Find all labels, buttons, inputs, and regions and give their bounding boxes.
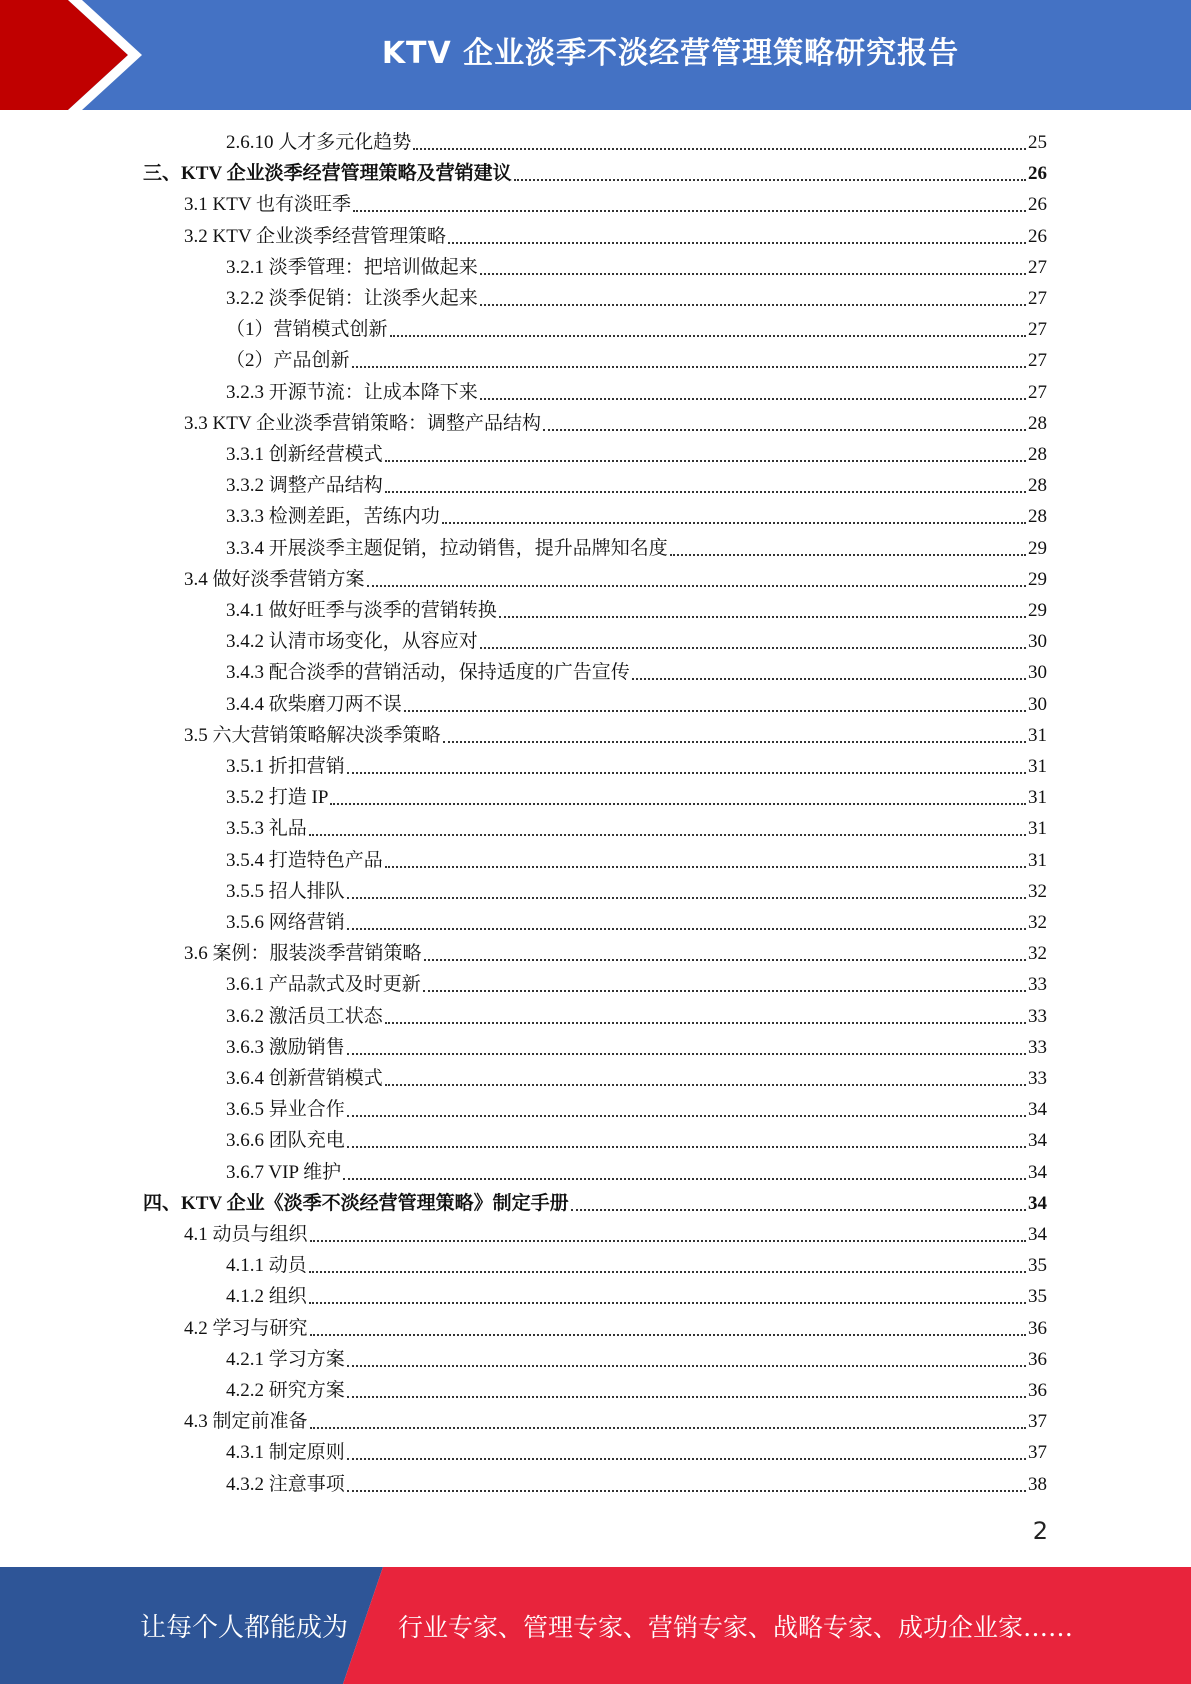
toc-dot-leader: [385, 866, 1026, 868]
report-title: KTV 企业淡季不淡经营管理策略研究报告: [381, 36, 960, 71]
toc-entry-page: 27: [1028, 319, 1047, 341]
toc-entry-label: 3.6.5 异业合作: [226, 1099, 345, 1121]
toc-entry-page: 34: [1028, 1130, 1047, 1152]
toc-entry[interactable]: [184, 1406, 1047, 1437]
toc-entry-label: 3.2.1 淡季管理：把培训做起来: [226, 256, 478, 278]
toc-entry-label: 3.6 案例：服装淡季营销策略: [184, 943, 422, 965]
toc-entry[interactable]: [226, 439, 1047, 470]
page-number: 2: [1032, 1517, 1048, 1545]
toc-entry-label: 3.4.4 砍柴磨刀两不误: [226, 693, 402, 715]
toc-entry-label: 3.5.2 打造 IP: [226, 787, 329, 809]
toc-entry-label: 3.3.1 创新经营模式: [226, 444, 383, 465]
toc-entry-page: 30: [1028, 662, 1047, 684]
toc-entry-label: 3.5.4 打造特色产品: [226, 849, 383, 871]
header-band: [0, 0, 1191, 110]
toc-entry-page: 37: [1028, 1411, 1047, 1433]
toc-entry-page: 31: [1028, 818, 1047, 840]
toc-dot-leader: [347, 897, 1026, 899]
toc-entry-page: 37: [1028, 1442, 1047, 1464]
toc-dot-leader: [385, 491, 1026, 493]
toc-entry-label: 3.5 六大营销策略解决淡季策略: [184, 724, 441, 746]
toc-entry-page: 35: [1028, 1255, 1047, 1277]
toc-entry-page: 32: [1028, 943, 1047, 965]
toc-entry-page: 36: [1028, 1380, 1047, 1401]
toc-entry-page: 34: [1028, 1192, 1047, 1214]
toc-entry-label: 3.3.4 开展淡季主题促销，拉动销售，提升品牌知名度: [226, 537, 668, 559]
toc-entry[interactable]: [226, 252, 1047, 283]
toc-entry-page: 31: [1028, 787, 1047, 809]
toc-entry[interactable]: [226, 1001, 1047, 1032]
toc-entry-label: 3.3 KTV 企业淡季营销策略：调整产品结构: [184, 412, 541, 434]
toc-entry-label: 3.4.2 认清市场变化，从容应对: [226, 631, 478, 653]
toc-dot-leader: [347, 772, 1026, 774]
toc-dot-leader: [632, 678, 1026, 680]
toc-dot-leader: [443, 741, 1026, 743]
toc-dot-leader: [347, 1458, 1026, 1460]
toc-entry-page: 29: [1028, 568, 1047, 590]
toc-entry-label: 3.6.3 激励销售: [226, 1036, 345, 1058]
toc-dot-leader: [347, 1146, 1026, 1148]
toc-entry-label: 3.3.2 调整产品结构: [226, 475, 383, 497]
header-arrow-decoration: [0, 0, 150, 110]
toc-dot-leader: [385, 1084, 1026, 1086]
toc-entry[interactable]: [226, 1437, 1047, 1468]
toc-entry-page: 32: [1028, 912, 1047, 933]
toc-entry-page: 28: [1028, 412, 1047, 434]
toc-entry-page: 31: [1028, 849, 1047, 871]
toc-entry-label: 4.2.2 研究方案: [226, 1380, 345, 1401]
toc-entry[interactable]: [184, 189, 1047, 220]
toc-entry-page: 26: [1028, 225, 1047, 247]
toc-dot-leader: [424, 959, 1026, 961]
toc-entry-label: 3.6.7 VIP 维护: [226, 1161, 342, 1183]
toc-dot-leader: [347, 1115, 1026, 1117]
toc-entry-label: 三、KTV 企业淡季经营管理策略及营销建议: [143, 163, 512, 185]
toc-entry-label: 四、KTV 企业《淡季不淡经营管理策略》制定手册: [143, 1192, 569, 1214]
toc-entry-label: 4.2 学习与研究: [184, 1317, 308, 1339]
toc-entry[interactable]: [226, 689, 1047, 720]
toc-entry-page: 26: [1028, 163, 1047, 185]
toc-entry-page: 33: [1028, 1005, 1047, 1027]
toc-entry-label: 3.1 KTV 也有淡旺季: [184, 194, 351, 216]
toc-entry-page: 36: [1028, 1348, 1047, 1370]
toc-entry-page: 26: [1028, 194, 1047, 216]
toc-entry-page: 29: [1028, 537, 1047, 559]
toc-dot-leader: [347, 1490, 1026, 1492]
toc-dot-leader: [480, 273, 1026, 275]
toc-entry-label: 3.2.3 开源节流：让成本降下来: [226, 381, 478, 403]
toc-entry-page: 27: [1028, 350, 1047, 372]
toc-entry[interactable]: [226, 782, 1047, 813]
toc-entry-page: 34: [1028, 1099, 1047, 1121]
toc-entry-label: （1）营销模式创新: [226, 319, 388, 341]
toc-entry-page: 34: [1028, 1224, 1047, 1245]
toc-entry[interactable]: [226, 1375, 1047, 1406]
toc-dot-leader: [385, 1022, 1026, 1024]
toc-entry[interactable]: [184, 1313, 1047, 1344]
toc-entry-page: 33: [1028, 1068, 1047, 1089]
toc-entry-label: 3.5.6 网络营销: [226, 912, 345, 933]
toc-dot-leader: [448, 242, 1026, 244]
toc-entry-page: 32: [1028, 880, 1047, 902]
toc-entry[interactable]: [226, 1032, 1047, 1063]
toc-dot-leader: [310, 1427, 1026, 1429]
toc-entry[interactable]: [226, 127, 1047, 158]
toc-entry[interactable]: [226, 1344, 1047, 1375]
toc-entry-label: 3.6.2 激活员工状态: [226, 1005, 383, 1027]
toc-entry[interactable]: [226, 595, 1047, 626]
toc-entry-page: 34: [1028, 1161, 1047, 1183]
toc-dot-leader: [514, 179, 1026, 181]
toc-entry[interactable]: [226, 283, 1047, 314]
toc-entry-label: 4.1 动员与组织: [184, 1224, 308, 1245]
toc-entry[interactable]: [226, 1094, 1047, 1125]
toc-entry[interactable]: [184, 408, 1047, 439]
toc-entry[interactable]: [226, 345, 1047, 376]
toc-dot-leader: [347, 1365, 1026, 1367]
toc-entry-label: 4.3.2 注意事项: [226, 1473, 345, 1495]
toc-entry[interactable]: [226, 1469, 1047, 1500]
toc-dot-leader: [310, 1240, 1026, 1242]
toc-entry-page: 30: [1028, 693, 1047, 715]
toc-entry[interactable]: [226, 813, 1047, 844]
toc-dot-leader: [343, 1178, 1026, 1180]
toc-entry-page: 36: [1028, 1317, 1047, 1339]
toc-entry-page: 27: [1028, 381, 1047, 403]
toc-entry[interactable]: [226, 1157, 1047, 1188]
toc-entry-label: 3.6.1 产品款式及时更新: [226, 974, 421, 996]
toc-dot-leader: [480, 647, 1026, 649]
toc-entry[interactable]: [184, 564, 1047, 595]
toc-dot-leader: [347, 1053, 1026, 1055]
toc-entry-page: 27: [1028, 256, 1047, 278]
toc-entry-page: 27: [1028, 288, 1047, 309]
toc-entry[interactable]: [226, 533, 1047, 564]
toc-dot-leader: [499, 616, 1026, 618]
toc-entry[interactable]: [226, 626, 1047, 657]
toc-dot-leader: [310, 1334, 1026, 1336]
toc-dot-leader: [442, 522, 1026, 524]
toc-entry[interactable]: [226, 501, 1047, 532]
toc-dot-leader: [423, 990, 1026, 992]
toc-entry-label: 3.4 做好淡季营销方案: [184, 568, 365, 590]
toc-entry-label: 4.2.1 学习方案: [226, 1348, 345, 1370]
toc-entry-label: 4.1.2 组织: [226, 1286, 307, 1308]
toc-dot-leader: [385, 460, 1026, 462]
toc-entry[interactable]: [226, 1063, 1047, 1094]
toc-entry-page: 31: [1028, 756, 1047, 777]
toc-entry-label: （2）产品创新: [226, 350, 350, 372]
toc-entry[interactable]: [226, 969, 1047, 1000]
toc-dot-leader: [543, 429, 1026, 431]
toc-entry[interactable]: [184, 938, 1047, 969]
toc-dot-leader: [390, 335, 1026, 337]
toc-entry[interactable]: [184, 1219, 1047, 1250]
toc-entry-page: 33: [1028, 974, 1047, 996]
toc-entry-page: 38: [1028, 1473, 1047, 1495]
toc-dot-leader: [413, 148, 1026, 150]
footer-slogan-left: 让每个人都能成为: [140, 1613, 349, 1643]
toc-entry[interactable]: [184, 221, 1047, 252]
toc-entry[interactable]: [226, 1281, 1047, 1312]
toc-dot-leader: [309, 1302, 1026, 1304]
toc-dot-leader: [309, 1271, 1026, 1273]
toc-entry[interactable]: [226, 751, 1047, 782]
toc-entry-label: 2.6.10 人才多元化趋势: [226, 132, 412, 153]
toc-entry-page: 35: [1028, 1286, 1047, 1308]
toc-entry-page: 31: [1028, 724, 1047, 746]
toc-entry-page: 30: [1028, 631, 1047, 653]
toc-entry-label: 3.3.3 检测差距，苦练内功: [226, 506, 440, 528]
toc-entry[interactable]: [184, 720, 1047, 751]
toc-entry-page: 33: [1028, 1036, 1047, 1058]
toc-entry[interactable]: [226, 1250, 1047, 1281]
toc-entry[interactable]: [143, 1188, 1047, 1219]
toc-dot-leader: [404, 710, 1026, 712]
toc-entry-label: 4.3 制定前准备: [184, 1411, 308, 1433]
toc-dot-leader: [309, 834, 1026, 836]
toc-dot-leader: [670, 554, 1026, 556]
toc-entry-label: 4.1.1 动员: [226, 1255, 307, 1277]
toc-dot-leader: [367, 585, 1026, 587]
toc-dot-leader: [480, 304, 1026, 306]
toc-entry[interactable]: [226, 470, 1047, 501]
toc-dot-leader: [353, 210, 1026, 212]
toc-entry-label: 3.6.4 创新营销模式: [226, 1068, 383, 1089]
toc-dot-leader: [571, 1209, 1026, 1211]
toc-entry-label: 3.5.3 礼品: [226, 818, 307, 840]
toc-entry-label: 3.4.1 做好旺季与淡季的营销转换: [226, 600, 497, 621]
toc-entry-label: 3.2.2 淡季促销：让淡季火起来: [226, 288, 478, 309]
toc-entry[interactable]: [226, 907, 1047, 938]
toc-entry[interactable]: [226, 1125, 1047, 1156]
toc-entry-label: 4.3.1 制定原则: [226, 1442, 345, 1464]
toc-entry-page: 25: [1028, 132, 1047, 153]
toc-entry[interactable]: [226, 845, 1047, 876]
toc-dot-leader: [352, 366, 1026, 368]
toc-entry-label: 3.5.1 折扣营销: [226, 756, 345, 777]
toc-entry-page: 28: [1028, 475, 1047, 497]
toc-entry[interactable]: [226, 314, 1047, 345]
toc-dot-leader: [330, 803, 1026, 805]
toc-entry-page: 28: [1028, 444, 1047, 465]
toc-dot-leader: [347, 928, 1026, 930]
toc-entry[interactable]: [226, 876, 1047, 907]
footer-slogan-right: 行业专家、管理专家、营销专家、战略专家、成功企业家……: [398, 1612, 1074, 1642]
toc-dot-leader: [480, 398, 1026, 400]
toc-entry-page: 28: [1028, 506, 1047, 528]
toc-entry-label: 3.2 KTV 企业淡季经营管理策略: [184, 225, 446, 247]
toc-dot-leader: [347, 1396, 1026, 1398]
toc-entry[interactable]: [143, 158, 1047, 189]
toc-entry-label: 3.4.3 配合淡季的营销活动，保持适度的广告宣传: [226, 662, 630, 684]
toc-entry-label: 3.6.6 团队充电: [226, 1130, 345, 1152]
toc-entry-label: 3.5.5 招人排队: [226, 880, 345, 902]
toc-entry-page: 29: [1028, 600, 1047, 621]
toc-entry[interactable]: [226, 377, 1047, 408]
toc-entry[interactable]: [226, 657, 1047, 688]
